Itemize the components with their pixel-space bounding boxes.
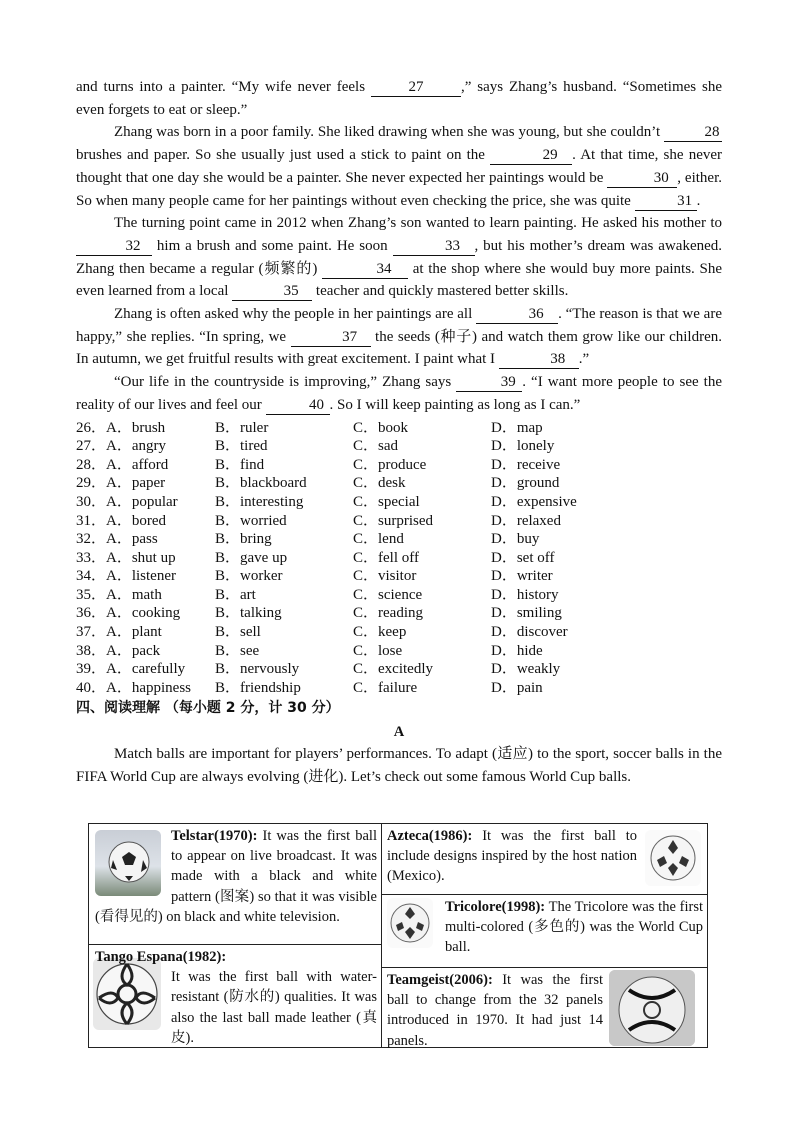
option-choice[interactable]: C．surprised	[353, 512, 433, 529]
option-choice[interactable]: 31．A．bored	[76, 512, 166, 529]
option-choice[interactable]: C．desk	[353, 475, 406, 492]
option-choice[interactable]: D．map	[491, 419, 543, 436]
tricolore-ball-image	[387, 898, 433, 948]
teamgeist-name: Teamgeist(2006):	[387, 972, 493, 988]
option-choice[interactable]: 34．A．listener	[76, 568, 176, 585]
passage-text: him a brush and some paint. He soon	[152, 237, 393, 254]
tango-text: It was the first ball with water-resistant (防水的) qualities. It was also the last ball made leather (真皮).	[171, 969, 377, 1046]
option-choice[interactable]: B．blackboard	[215, 475, 307, 492]
azteca-name: Azteca(1986):	[387, 828, 473, 844]
telstar-name: Telstar(1970):	[171, 828, 258, 844]
option-choice[interactable]: C．excitedly	[353, 661, 433, 678]
option-row	[76, 621, 722, 640]
tricolore-cell	[445, 897, 703, 958]
telstar-text: It was the first ball to appear on live broadcast. It was made with a black and white pattern (图案) so that it was visible (看得见的) on black and white television.	[95, 828, 377, 925]
option-row	[76, 417, 722, 436]
passage-text: teacher and quickly mastered better skills.	[312, 283, 569, 300]
option-choice[interactable]: 27．A．angry	[76, 438, 166, 455]
option-choice[interactable]: D．discover	[491, 624, 568, 641]
option-choice[interactable]: 39．A．carefully	[76, 661, 186, 678]
option-choice[interactable]: B．nervously	[215, 661, 300, 678]
passage-text: Zhang is often asked why the people in her paintings are all	[114, 306, 477, 323]
option-choice[interactable]: 36．A．cooking	[76, 605, 181, 622]
option-choice[interactable]: 38．A．pack	[76, 642, 161, 659]
option-choice[interactable]: D．lonely	[491, 438, 555, 455]
option-choice[interactable]: D．pain	[491, 679, 543, 696]
passage-text: the seeds (种子) and watch them grow like our children. In autumn, we get fruitful results with great excitement. I paint what I	[76, 328, 723, 368]
option-choice[interactable]: C．reading	[353, 605, 423, 622]
option-choice[interactable]: B．find	[215, 456, 265, 473]
passage-text: “Our life in the countryside is improving,” Zhang says	[114, 374, 457, 391]
option-row	[76, 565, 722, 584]
option-choice[interactable]: C．fell off	[353, 549, 419, 566]
option-row	[76, 602, 722, 621]
option-row	[76, 435, 722, 454]
passage-paragraph-5	[76, 371, 722, 416]
passage-text: and turns into a painter. “My wife never feels	[76, 79, 371, 95]
tango-cell	[95, 947, 377, 1048]
tricolore-text: The Tricolore was the first multi-colored (多色的) was the World Cup ball.	[445, 899, 703, 956]
passage-text: .	[696, 192, 701, 209]
option-choice[interactable]: B．sell	[215, 624, 261, 641]
option-choice[interactable]: C．failure	[353, 679, 418, 696]
option-choice[interactable]: C．special	[353, 493, 420, 510]
option-choice[interactable]: C．keep	[353, 624, 407, 641]
option-choice[interactable]: C．visitor	[353, 568, 417, 585]
teamgeist-cell	[387, 970, 603, 1051]
tricolore-name: Tricolore(1998):	[445, 899, 546, 915]
passage-paragraph-4	[76, 303, 722, 371]
option-row	[76, 547, 722, 566]
passage-text: . At that time, she never thought that one day she would be a painter. She never expected her paintings would be	[76, 147, 723, 186]
blank-28[interactable]: 28	[664, 123, 722, 142]
azteca-ball-image	[645, 830, 701, 886]
option-row	[76, 640, 722, 659]
blank-34[interactable]: 34	[322, 260, 408, 279]
option-choice[interactable]: D．receive	[491, 456, 561, 473]
option-row	[76, 658, 722, 677]
passage-text: .”	[578, 351, 590, 368]
exam-page	[76, 76, 722, 789]
telstar-cell	[95, 826, 377, 927]
passage-text: ,” says Zhang’s husband. “Sometimes she even forgets to eat or sleep.”	[76, 79, 722, 118]
option-choice[interactable]: 30．A．popular	[76, 493, 178, 510]
option-choice[interactable]: D．weakly	[491, 661, 561, 678]
option-choice[interactable]: C．produce	[353, 456, 427, 473]
option-choice[interactable]: B．ruler	[215, 419, 269, 436]
passage-text: The turning point came in 2012 when Zhang’s son wanted to learn painting. He asked his mother to	[114, 215, 722, 232]
azteca-cell	[387, 826, 637, 887]
option-choice[interactable]: B．friendship	[215, 679, 301, 696]
option-choice[interactable]: D．relaxed	[491, 512, 561, 529]
option-row	[76, 528, 722, 547]
option-choice[interactable]: 26．A．brush	[76, 419, 166, 436]
blank-40[interactable]: 40	[266, 396, 330, 415]
option-choice[interactable]: B．worried	[215, 512, 287, 529]
passage-text: . So I will keep painting as long as I can.”	[329, 396, 581, 413]
option-choice[interactable]: B．gave up	[215, 549, 288, 566]
table-divider	[381, 967, 708, 968]
option-choice[interactable]: B．talking	[215, 605, 282, 622]
option-choice[interactable]: C．book	[353, 419, 409, 436]
answer-options	[76, 417, 722, 696]
table-divider	[381, 824, 382, 1047]
blank-39[interactable]: 39	[456, 373, 522, 392]
blank-35[interactable]: 35	[232, 282, 312, 301]
section-heading: 四、阅读理解 （每小题 2 分，计 30 分）	[76, 700, 340, 717]
option-choice[interactable]: D．hide	[491, 642, 543, 659]
passage-paragraph-1	[76, 76, 722, 121]
option-choice[interactable]: B．bring	[215, 531, 272, 548]
world-cup-balls-table	[88, 823, 708, 1048]
option-choice[interactable]: 37．A．plant	[76, 624, 162, 641]
passage-text: Zhang was born in a poor family. She liked drawing when she was young, but she couldn’t	[114, 124, 664, 141]
option-row	[76, 454, 722, 473]
blank-37[interactable]: 37	[291, 328, 371, 347]
option-choice[interactable]: D．writer	[491, 568, 553, 585]
option-choice[interactable]: B．tired	[215, 438, 268, 455]
blank-33[interactable]: 33	[393, 237, 475, 256]
passage-text: brushes and paper. So she usually just used a stick to paint on the	[76, 147, 491, 164]
blank-38[interactable]: 38	[499, 350, 579, 369]
blank-30[interactable]: 30	[607, 169, 677, 188]
passage-paragraph-3	[76, 212, 722, 303]
blank-32[interactable]: 32	[76, 237, 152, 256]
passage-a-label: A	[393, 724, 405, 741]
option-choice[interactable]: C．lose	[353, 642, 403, 659]
tango-name: Tango Espana(1982):	[95, 949, 227, 965]
blank-29[interactable]: 29	[490, 146, 572, 165]
option-choice[interactable]: D．buy	[491, 531, 540, 548]
teamgeist-ball-image	[609, 970, 695, 1046]
option-choice[interactable]: D．set off	[491, 549, 555, 566]
option-choice[interactable]: D．smiling	[491, 605, 562, 622]
passage-paragraph-2	[76, 121, 722, 212]
option-choice[interactable]: C．sad	[353, 438, 399, 455]
table-divider	[381, 894, 708, 895]
passage-text: , but his mother’s dream was awakened. Zhang then became a regular (频繁的)	[76, 237, 723, 277]
option-choice[interactable]: 40．A．happiness	[76, 679, 191, 696]
passage-text: , either. So when many people came for her paintings without even checking the price, she was quite	[76, 169, 722, 209]
option-choice[interactable]: 33．A．shut up	[76, 549, 176, 566]
option-choice[interactable]: B．art	[215, 586, 256, 603]
azteca-text: It was the first ball to include designs inspired by the host nation (Mexico).	[387, 828, 637, 885]
option-choice[interactable]: B．worker	[215, 568, 283, 585]
passage-text: at the shop where she would buy more paints. She even learned from a local	[76, 260, 722, 300]
option-choice[interactable]: 35．A．math	[76, 586, 162, 603]
option-choice[interactable]: C．science	[353, 586, 423, 603]
blank-27[interactable]: 27	[371, 78, 461, 97]
option-row	[76, 472, 722, 491]
option-choice[interactable]: D．expensive	[491, 493, 577, 510]
option-choice[interactable]: 32．A．pass	[76, 531, 158, 548]
option-row	[76, 677, 722, 696]
blank-36[interactable]: 36	[476, 305, 558, 324]
option-choice[interactable]: C．lend	[353, 531, 404, 548]
option-choice[interactable]: B．interesting	[215, 493, 304, 510]
passage-text: . “I want more people to see the reality of our lives and feel our	[76, 374, 722, 413]
teamgeist-text: It was the first ball to change from the 32 panels introduced in 1970. It had just 14 panels.	[387, 972, 603, 1049]
option-row	[76, 491, 722, 510]
option-choice[interactable]: D．ground	[491, 475, 560, 492]
table-divider	[89, 944, 381, 945]
option-choice[interactable]: D．history	[491, 586, 559, 603]
option-choice[interactable]: 28．A．afford	[76, 456, 169, 473]
option-row	[76, 510, 722, 529]
blank-31[interactable]: 31	[635, 192, 697, 211]
passage-text: . “The reason is that we are happy,” she replies. “In spring, we	[76, 306, 722, 345]
option-row	[76, 584, 722, 603]
passage-a-intro: Match balls are important for players’ performances. To adapt (适应) to the sport, soccer balls in the FIFA World Cup are always evolving (进化). Let’s check out some famous World Cup balls.	[76, 746, 722, 786]
option-choice[interactable]: B．see	[215, 642, 260, 659]
option-choice[interactable]: 29．A．paper	[76, 475, 166, 492]
